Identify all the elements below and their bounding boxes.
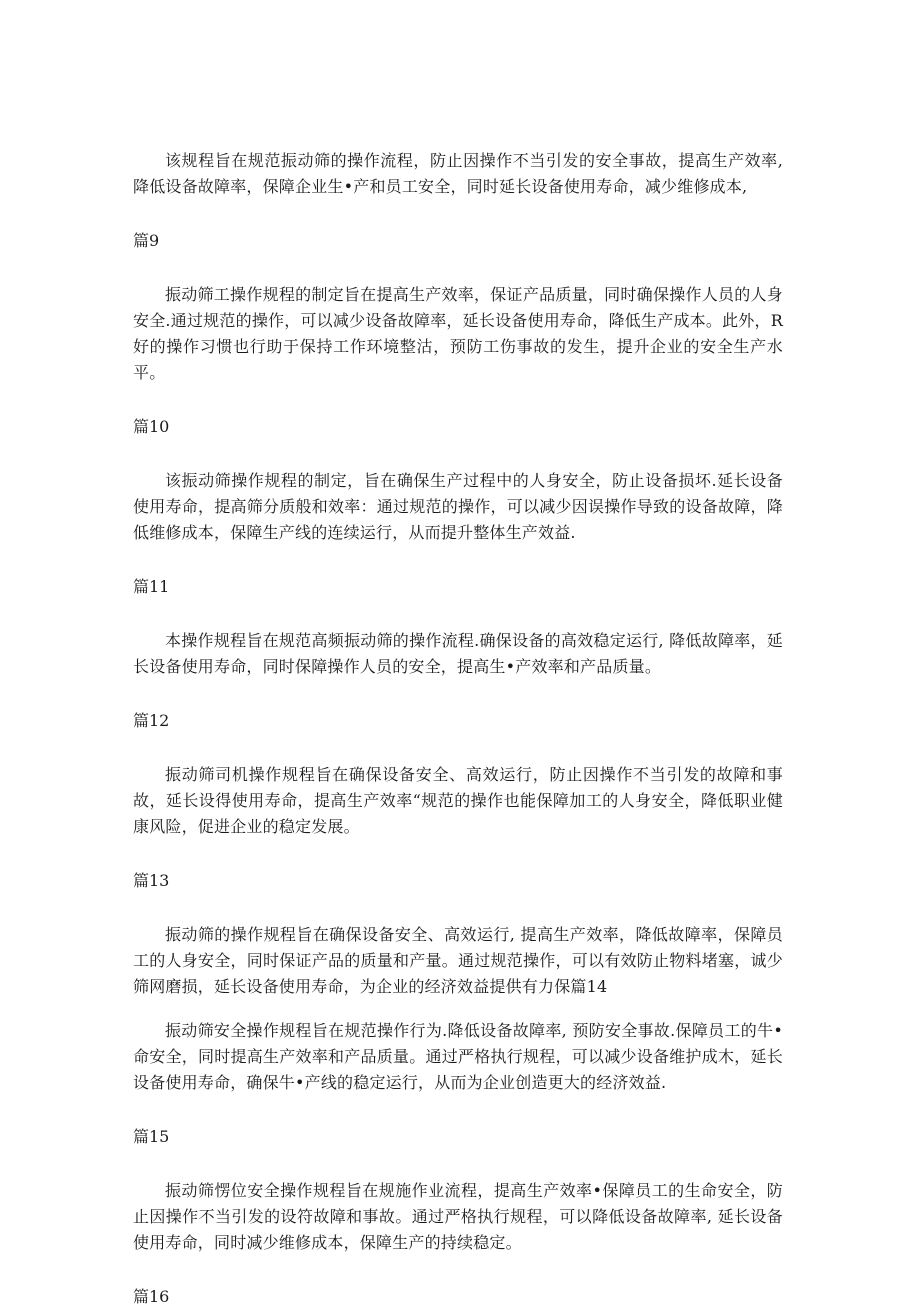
paragraph: 振动筛安全操作规程旨在规范操作行为.降低设备故障率, 预防安全事故.保障员工的牛•命安全，同时提高生产效率和产品质量。通过严格执行规程，可以减少设备维护成木，延长设备使用寿命，确保牛•产线的稳定运行，从而为企业创造更大的经济效益. [133,1021,783,1092]
section-heading: 篇16 [133,1287,170,1306]
paragraph: 该规程旨在规范振动筛的操作流程，防止因操作不当引发的安全事故，提高生产效率, 降低设备故障率，保障企业生•产和员工安全，同时延长设备使用寿命，减少维修成本, [133,151,783,196]
paragraph: 振动筛司机操作规程旨在确保设备安全、高效运行，防止因操作不当引发的故障和事故，延长设得使用寿命，提高生产效率“规范的操作也能保障加工的人身安全，降低职业健康风险，促进企业的稳定发展。 [133,765,783,836]
section-heading: 篇9 [133,231,160,250]
paragraph: 本操作规程旨在规范高频振动筛的操作流程.确保设备的高效稳定运行, 降低故障率，延长设备使用寿命，同时保障操作人员的安全，提高生•产效率和产品质量。 [133,631,783,676]
section-heading: 篇13 [133,871,170,890]
section-heading: 篇15 [133,1127,170,1146]
section-heading: 篇12 [133,711,170,730]
paragraph: 该振动筛操作规程的制定，旨在确保生产过程中的人身安全，防止设备损坏.延长设备使用寿命，提高筛分质般和效率：通过规范的操作，可以减少因误操作导致的设备故障，降低维修成本，保障生产线的连续运行，从而提升整体生产效益. [133,471,783,542]
section-heading: 篇10 [133,417,170,436]
section-heading: 篇11 [133,577,170,596]
paragraph: 振动筛的操作规程旨在确保设备安全、高效运行, 提高生产效率，降低故障率，保障员工的人身安全，同时保证产品的质量和产量。通过规范操作，可以有效防止物料堵塞，诚少筛网磨损，延长设备使用寿命，为企业的经济效益提供有力保篇14 [133,925,783,996]
paragraph: 振动筛工操作规程的制定旨在提高生产效率，保证产品质量，同时确保操作人员的人身安全.通过规范的操作，可以减少设备故障率，延长设备使用寿命，降低生产成本。此外，R好的操作习惯也行助于保持工作环境整沽，预防工伤事故的发生，提升企业的安全生产水平。 [133,285,783,382]
paragraph: 振动筛愣位安全操作规程旨在规施作业流程，提高生产效率•保障员工的生命安全，防止因操作不当引发的设符故障和事故。通过严格执行规程，可以降低设备故障率, 延长设备使用寿命，同时减少维修成本，保障生产的持续稳定。 [133,1181,783,1252]
document-page [133,148,783,1310]
